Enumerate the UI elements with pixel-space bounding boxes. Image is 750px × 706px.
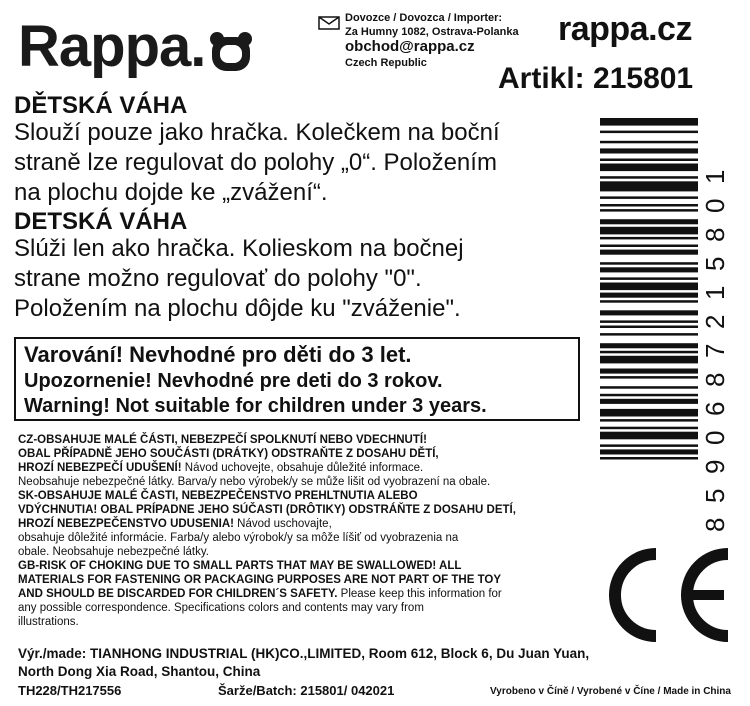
- fine-gb-line: GB-RISK OF CHOKING DUE TO SMALL PARTS THAT MAY BE SWALLOWED! ALL: [18, 560, 462, 572]
- website-name: rappa.cz: [558, 10, 692, 48]
- barcode-bar: [600, 356, 698, 364]
- fine-gb-line: illustrations.: [18, 616, 79, 628]
- sk-description-line: Položením na plochu dôjde ku "zváženie".: [14, 295, 461, 322]
- barcode-digit: 1: [700, 285, 730, 300]
- barcode-digit: 2: [700, 314, 730, 329]
- article-number: Artikl: 215801: [498, 62, 694, 95]
- barcode-bar: [600, 343, 698, 348]
- logo-text: Rappa.: [18, 14, 206, 79]
- barcode-bar: [600, 376, 698, 379]
- barcode-digit: 0: [700, 198, 730, 213]
- sk-description: [14, 234, 574, 324]
- barcode-bar: [600, 141, 698, 144]
- barcode-bar: [600, 399, 698, 404]
- fine-gb-line: any possible correspondence. Specifications colors and contents may vary from: [18, 602, 424, 614]
- barcode-bar: [600, 320, 698, 323]
- barcode-bar: [600, 164, 698, 172]
- fine-cz-line: Návod uchovejte, obsahuje důležité informace.: [181, 462, 424, 474]
- sk-description-line: strane možno regulovať do polohy "0".: [14, 265, 422, 292]
- barcode-bar: [600, 159, 698, 162]
- barcode-bar: [600, 227, 698, 235]
- barcode-bar: [600, 409, 698, 417]
- product-codes: TH228/TH217556: [18, 683, 122, 698]
- warning-sk: Upozornenie! Nevhodné pre deti do 3 rokov.: [24, 370, 443, 392]
- barcode-digit: 9: [700, 459, 730, 474]
- barcode-bar: [600, 326, 698, 329]
- fine-cz-line: OBAL PŘÍPADNĚ JEHO SOUČÁSTI (DRÁTKY): [18, 448, 272, 460]
- warning-en: Warning! Not suitable for children under 3 years.: [24, 395, 487, 417]
- fine-sk-line: obsahuje dôležité informácie. Farba/y alebo výrobok/y sa môže líšiť od vyobrazenia na: [18, 532, 459, 544]
- sk-product-title: DETSKÁ VÁHA: [14, 208, 188, 235]
- cz-description: [14, 118, 574, 208]
- importer-email: obchod@rappa.cz: [345, 38, 475, 55]
- fine-gb-line: AND SHOULD BE DISCARDED FOR CHILDREN´S SAFETY.: [18, 588, 338, 600]
- cz-product-title: DĚTSKÁ VÁHA: [14, 92, 188, 119]
- barcode-bar: [600, 310, 698, 315]
- barcode-digit: 6: [700, 401, 730, 416]
- barcode-bar: [600, 351, 698, 354]
- manufacturer-line: North Dong Xia Road, Shantou, China: [18, 664, 261, 679]
- barcode-bar: [600, 369, 698, 374]
- ce-mark-icon: [590, 546, 738, 644]
- barcode-bar: [600, 419, 698, 422]
- age-warning-box: [14, 337, 580, 421]
- envelope-icon: [318, 16, 340, 30]
- barcode-bar: [600, 176, 698, 179]
- manufacturer-info: [18, 645, 658, 681]
- barcode-digit: 7: [700, 343, 730, 358]
- barcode-bar: [600, 386, 698, 389]
- barcode-bar: [600, 300, 698, 303]
- barcode-bar: [600, 432, 698, 440]
- batch-number: Šarže/Batch: 215801/ 042021: [218, 683, 395, 698]
- barcode-bar: [600, 457, 698, 460]
- bear-face-icon: [209, 30, 253, 74]
- barcode-bar: [600, 118, 698, 126]
- barcode-digit: 5: [700, 256, 730, 271]
- fine-gb-line: MATERIALS FOR FASTENING OR PACKAGING PURPOSES ARE NOT PART OF THE TOY: [18, 574, 502, 586]
- safety-fine-print: [18, 433, 598, 629]
- barcode-bar: [600, 394, 698, 397]
- barcode-bar: [600, 209, 698, 212]
- barcode-bar: [600, 333, 698, 336]
- importer-address: Za Humny 1082, Ostrava-Polanka: [345, 26, 519, 38]
- warning-cz: Varování! Nevhodné pro děti do 3 let.: [24, 342, 412, 367]
- fine-gb-line: Please keep this information for: [337, 588, 502, 600]
- fine-sk-line: SK-OBSAHUJE MALÉ ČASTI, NEBEZPEČENSTVO PREHLTNUTIA ALEBO: [18, 490, 418, 502]
- fine-sk-line: VDÝCHNUTIA! OBAL PRÍPADNE JEHO SÚČASTI (DRÔTIKY): [18, 504, 349, 516]
- barcode-bar: [600, 196, 698, 199]
- barcode-bar: [600, 219, 698, 224]
- barcode-digit: 1: [700, 169, 730, 184]
- barcode-bar: [600, 204, 698, 207]
- barcode-bar: [600, 293, 698, 298]
- sk-description-line: Slúži len ako hračka. Kolieskom na bočnej: [14, 235, 464, 262]
- manufacturer-line: Výr./made: TIANHONG INDUSTRIAL (HK)CO.,LIMITED, Room 612, Block 6, Du Juan Yuan,: [18, 646, 590, 661]
- fine-sk-line: Návod uschovajte,: [233, 518, 332, 530]
- barcode-bar: [600, 449, 698, 454]
- barcode-bar: [600, 181, 698, 191]
- barcode-bar: [600, 427, 698, 430]
- fine-cz-line-emphasis: ODSTRAŇTE Z DOSAHU DĚTÍ,: [271, 448, 439, 460]
- cz-description-line: na plochu dojde ke „zvážení“.: [14, 179, 328, 206]
- importer-label: Dovozce / Dovozca / Importer:: [345, 12, 503, 24]
- importer-country: Czech Republic: [345, 57, 427, 69]
- barcode-digit: 5: [700, 488, 730, 503]
- barcode-bar: [600, 148, 698, 153]
- barcode-bar: [600, 131, 698, 134]
- barcode-bar: [600, 283, 698, 291]
- cz-description-line: Slouží pouze jako hračka. Kolečkem na boční: [14, 119, 500, 146]
- barcode-digits: [700, 140, 730, 540]
- country-of-origin: Vyrobeno v Číně / Vyrobené v Číne / Made in China: [490, 686, 731, 697]
- fine-sk-line: obale. Neobsahuje nebezpečné látky.: [18, 546, 209, 558]
- barcode-bar: [600, 262, 698, 265]
- barcode-bar: [600, 267, 698, 272]
- fine-cz-line: CZ-OBSAHUJE MALÉ ČÁSTI, NEBEZPEČÍ SPOLKNUTÍ NEBO VDECHNUTÍ!: [18, 434, 427, 446]
- barcode-bar: [600, 245, 698, 248]
- fine-cz-line-emphasis: HROZÍ NEBEZPEČÍ UDUŠENÍ!: [18, 462, 182, 474]
- fine-cz-line: Neobsahuje nebezpečné látky. Barva/y nebo výrobek/y se může lišit od vyobrazení na obale.: [18, 476, 491, 488]
- barcode-digit: 8: [700, 227, 730, 242]
- cz-description-line: straně lze regulovat do polohy „0“. Položením: [14, 149, 497, 176]
- brand-logo: [18, 14, 253, 79]
- barcode-bar: [600, 250, 698, 255]
- barcode-digit: 0: [700, 430, 730, 445]
- barcode-bar: [600, 237, 698, 240]
- barcode-digit: 8: [700, 517, 730, 532]
- fine-sk-line-emphasis: ODSTRÁŇTE Z DOSAHU DETÍ,: [348, 504, 516, 516]
- barcode-digit: 8: [700, 372, 730, 387]
- fine-sk-line-emphasis: HROZÍ NEBEZPEČENSTVO UDUSENIA!: [18, 518, 234, 530]
- barcode-bar: [600, 444, 698, 447]
- barcode-bar: [600, 277, 698, 280]
